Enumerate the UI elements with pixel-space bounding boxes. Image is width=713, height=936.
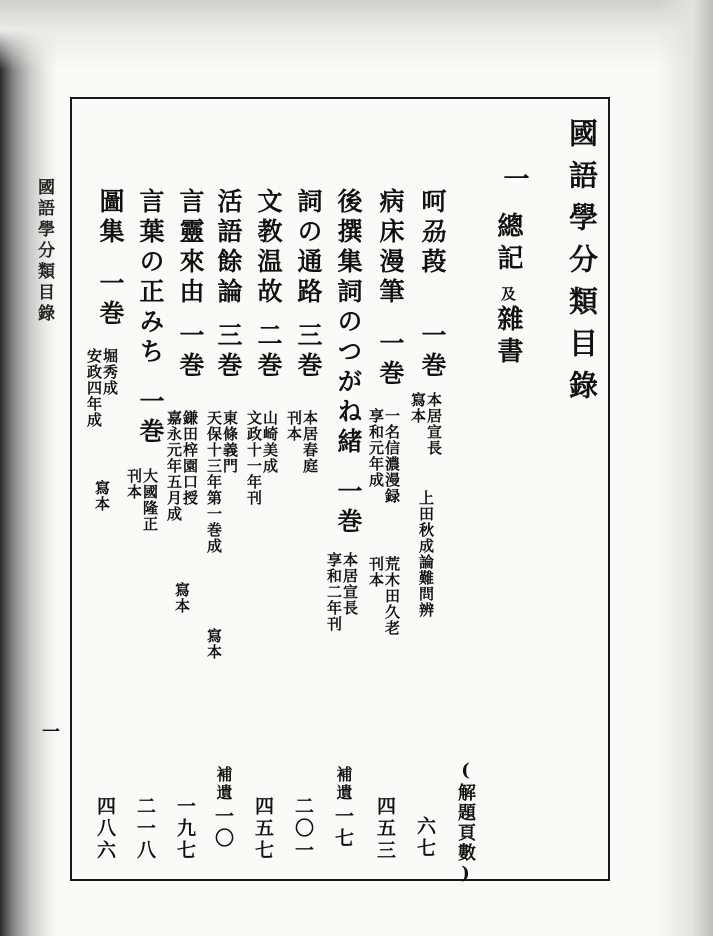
entry-page: 一〇 bbox=[212, 806, 234, 850]
entry-volume: 一巻 bbox=[176, 322, 205, 382]
entry-volume: 一巻 bbox=[376, 330, 405, 390]
section-name-b: 雜書 bbox=[493, 305, 523, 369]
entry-note: 寫本 bbox=[173, 582, 191, 614]
page-edge-shadow bbox=[0, 0, 58, 936]
entry-author: 東條義門 bbox=[221, 410, 239, 474]
entry-volume: 三巻 bbox=[214, 322, 243, 382]
entry-author: 本居宣長 bbox=[341, 552, 359, 616]
entry-page: 六七 bbox=[414, 816, 436, 860]
entry-title: 病床漫筆 bbox=[376, 188, 405, 308]
entry-page: 一九七 bbox=[174, 796, 196, 862]
entry-page: 四五三 bbox=[374, 796, 396, 862]
entry-page: 四五七 bbox=[252, 796, 274, 862]
entry-title: 活語餘論 bbox=[214, 188, 243, 308]
section-number: 一 bbox=[499, 165, 529, 197]
entry-author: 鎌田梓園口授 bbox=[181, 410, 199, 506]
entry-page: 二一八 bbox=[134, 796, 156, 862]
entry-note: 上田秋成論難問辨 bbox=[417, 490, 435, 618]
section-name-a: 總記 bbox=[493, 212, 523, 276]
running-head: 國語學分類目錄 bbox=[34, 178, 54, 325]
entry-note: 文政十一年刊 bbox=[245, 410, 263, 506]
entry-note: 刊本 bbox=[285, 410, 303, 442]
entry-note: 天保十三年第一巻成 bbox=[205, 410, 223, 554]
pages-header: (解題頁數) bbox=[455, 760, 476, 886]
entry-note: 刊本 bbox=[125, 468, 143, 500]
entry-volume: 二巻 bbox=[254, 322, 283, 382]
entry-author: 大國隆正 bbox=[141, 468, 159, 532]
page-right-shadow bbox=[657, 0, 713, 936]
entry-page: 四八六 bbox=[94, 796, 116, 862]
entry-volume: 一巻 bbox=[96, 270, 125, 330]
entry-author: 本居宣長 bbox=[425, 392, 443, 456]
page-top-shadow bbox=[0, 0, 713, 70]
entry-note: 寫本 bbox=[93, 480, 111, 512]
entry-volume: 一巻 bbox=[418, 322, 447, 382]
page-title: 國語學分類目錄 bbox=[565, 118, 599, 412]
entry-title: 言靈來由 bbox=[176, 188, 205, 308]
entry-note: 刊本 bbox=[367, 556, 385, 588]
entry-volume: 一巻 bbox=[334, 478, 363, 538]
entry-page-prefix: 補遺 bbox=[334, 766, 353, 802]
entry-note: 享和二年刊 bbox=[325, 552, 343, 632]
folio: 一 bbox=[39, 722, 60, 740]
entry-page: 二〇一 bbox=[292, 796, 314, 862]
entry-title: 後撰集詞のつがね緒 bbox=[334, 188, 363, 458]
entry-title: 文教温故 bbox=[254, 188, 283, 308]
entry-note: 享和元年成 bbox=[367, 408, 385, 488]
entry-note: 安政四年成 bbox=[85, 348, 103, 428]
entry-title: 圖集 bbox=[96, 188, 125, 248]
entry-page: 一七 bbox=[332, 806, 354, 850]
entry-note: 寫本 bbox=[409, 392, 427, 424]
section-join: 及 bbox=[499, 286, 517, 302]
entry-volume: 一巻 bbox=[136, 388, 165, 448]
entry-volume: 三巻 bbox=[294, 322, 323, 382]
entry-title: 言葉の正みち bbox=[136, 188, 165, 368]
entry-page-prefix: 補遺 bbox=[214, 766, 233, 802]
entry-note: 寫本 bbox=[205, 628, 223, 660]
entry-author: 山崎美成 bbox=[261, 410, 279, 474]
entry-title: 呵刕葮 bbox=[418, 188, 447, 278]
entry-note: 嘉永元年五月成 bbox=[165, 410, 183, 522]
entry-author: 荒木田久老 bbox=[383, 556, 401, 636]
entry-note: 一名信濃漫録 bbox=[383, 408, 401, 504]
entry-title: 詞の通路 bbox=[294, 188, 323, 308]
entry-author: 堀秀成 bbox=[101, 348, 119, 396]
entry-author: 本居春庭 bbox=[301, 410, 319, 474]
